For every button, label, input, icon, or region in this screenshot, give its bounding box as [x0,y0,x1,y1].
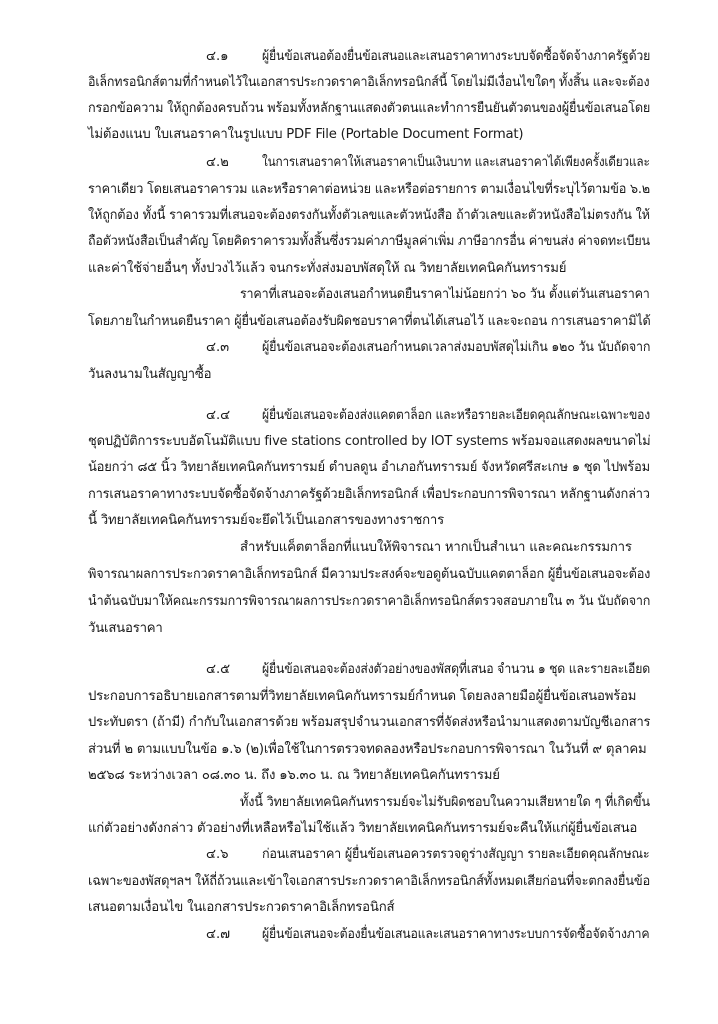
paragraph-line: ถือตัวหนังสือเป็นสำคัญ โดยคิดราคารวมทั้งสิ้นซึ่งรวมค่าภาษีมูลค่าเพิ่ม ภาษีอากรอื่น ค่าขนส่ง ค่าจดทะเบียน [88,234,650,249]
paragraph-line: ผู้ยื่นข้อเสนอจะต้องส่งแคตตาล็อก และหรือรายละเอียดคุณลักษณะเฉพาะของ [262,408,650,423]
paragraph-line: ไม่ต้องแนบ ใบเสนอราคาในรูปแบบ PDF File (Portable Document Format) [88,127,524,142]
paragraph-line: เสนอตามเงื่อนไข ในเอกสารประกวดราคาอิเล็กทรอนิกส์ [88,900,395,915]
paragraph-line: โดยภายในกำหนดยืนราคา ผู้ยื่นข้อเสนอต้องรับผิดชอบราคาที่ตนได้เสนอไว้ และจะถอน การเสนอราคามิได้ [88,314,651,329]
paragraph-line: ประกอบการอธิบายเอกสารตามที่วิทยาลัยเทคนิคกันทรารมย์กำหนด โดยลงลายมือผู้ยื่นข้อเสนอพร้อม [88,689,637,704]
paragraph-line: ผู้ยื่นข้อเสนอจะต้องเสนอกำหนดเวลาส่งมอบพัสดุไม่เกิน ๑๒๐ วัน นับถัดจาก [262,340,651,355]
paragraph-line: ในการเสนอราคาให้เสนอราคาเป็นเงินบาท และเสนอราคาได้เพียงครั้งเดียวและ [262,155,650,170]
paragraph-line: ราคาเดียว โดยเสนอราคารวม และหรือราคาต่อหน่วย และหรือต่อรายการ ตามเงื่อนไขที่ระบุไว้ตามข้อ ๖.๒ [88,182,650,197]
section-number-4-2: ๔.๒ [206,155,229,170]
paragraph-line: ราคาที่เสนอจะต้องเสนอกำหนดยืนราคาไม่น้อยกว่า ๖๐ วัน ตั้งแต่วันเสนอราคา [240,287,650,302]
paragraph-line: นำต้นฉบับมาให้คณะกรรมการพิจารณาผลการประกวดราคาอิเล็กทรอนิกส์ตรวจสอบภายใน ๓ วัน นับถัดจาก [88,594,651,609]
paragraph-line: ผู้ยื่นข้อเสนอต้องยื่นข้อเสนอและเสนอราคาทางระบบจัดซื้อจัดจ้างภาครัฐด้วย [262,49,651,64]
paragraph-line: น้อยกว่า ๘๕ นิ้ว วิทยาลัยเทคนิคกันทรารมย์ ตำบลดูน อำเภอกันทรารมย์ จังหวัดศรีสะเกษ ๑ ชุด ไปพร้อม [88,460,651,475]
paragraph-line: เฉพาะของพัสดุฯลฯ ให้ถี่ถ้วนและเข้าใจเอกสารประกวดราคาอิเล็กทรอนิกส์ทั้งหมดเสียก่อนที่จะตกลงยื่นข้อ [88,874,651,889]
section-number-4-6: ๔.๖ [206,847,229,862]
paragraph-line: ก่อนเสนอราคา ผู้ยื่นข้อเสนอควรตรวจดูร่างสัญญา รายละเอียดคุณลักษณะ [262,847,650,862]
paragraph-line: ผู้ยื่นข้อเสนอจะต้องยื่นข้อเสนอและเสนอราคาทางระบบการจัดซื้อจัดจ้างภาค [262,927,650,942]
paragraph-line: ให้ถูกต้อง ทั้งนี้ ราคารวมที่เสนอจะต้องตรงกันทั้งตัวเลขและตัวหนังสือ ถ้าตัวเลขและตัวหนังสือไม่ตรงกัน ให้ [88,208,650,223]
paragraph-line: กรอกข้อความ ให้ถูกต้องครบถ้วน พร้อมทั้งหลักฐานแสดงตัวตนและทำการยืนยันตัวตนของผู้ยื่นข้อเสนอโดย [88,101,651,116]
paragraph-line: นี้ วิทยาลัยเทคนิคกันทรารมย์จะยึดไว้เป็นเอกสารของทางราชการ [88,513,444,528]
paragraph-line: และค่าใช้จ่ายอื่นๆ ทั้งปวงไว้แล้ว จนกระทั่งส่งมอบพัสดุให้ ณ วิทยาลัยเทคนิคกันทรารมย์ [88,261,567,276]
section-number-4-3: ๔.๓ [206,340,230,355]
paragraph-line: วันเสนอราคา [88,621,163,636]
paragraph-line: การเสนอราคาทางระบบจัดซื้อจัดจ้างภาครัฐด้วยอิเล็กทรอนิกส์ เพื่อประกอบการพิจารณา หลักฐานดังกล่าว [88,487,650,502]
paragraph-line: ๒๕๖๘ ระหว่างเวลา ๐๘.๓๐ น. ถึง ๑๖.๓๐ น. ณ วิทยาลัยเทคนิคกันทรารมย์ [88,768,500,783]
paragraph-line: แก่ตัวอย่างดังกล่าว ตัวอย่างที่เหลือหรือไม่ใช้แล้ว วิทยาลัยเทคนิคกันทรารมย์จะคืนให้แก่ผู้ยื่นข้อเสนอ [88,821,638,836]
section-number-4-7: ๔.๗ [206,927,231,942]
paragraph-line: อิเล็กทรอนิกส์ตามที่กำหนดไว้ในเอกสารประกวดราคาอิเล็กทรอนิกส์นี้ โดยไม่มีเงื่อนไขใดๆ ทั้งสิ้น และจะต้อง [88,75,650,90]
section-number-4-1: ๔.๑ [206,49,229,64]
paragraph-line: สำหรับแค็ตตาล็อกที่แนบให้พิจารณา หากเป็นสำเนา และคณะกรรมการ [240,540,632,555]
section-number-4-4: ๔.๔ [206,408,231,423]
paragraph-line: ชุดปฏิบัติการระบบอัตโนมัติแบบ five stations controlled by IOT systems พร้อมจอแสดงผลขนาดไม่ [88,434,651,449]
paragraph-line: วันลงนามในสัญญาซื้อ [88,367,212,382]
paragraph-line: ทั้งนี้ วิทยาลัยเทคนิคกันทรารมย์จะไม่รับผิดชอบในความเสียหายใด ๆ ที่เกิดขึ้น [240,795,650,810]
paragraph-line: ประทับตรา (ถ้ามี) กำกับในเอกสารด้วย พร้อมสรุปจำนวนเอกสารที่จัดส่งหรือนำมาแสดงตามบัญชีเอกสาร [88,715,651,730]
paragraph-line: ส่วนที่ ๒ ตามแบบในข้อ ๑.๖ (๒)เพื่อใช้ในการตรวจทดลองหรือประกอบการพิจารณา ในวันที่ ๙ ตุลาคม [88,742,647,757]
section-number-4-5: ๔.๕ [206,662,231,677]
paragraph-line: พิจารณาผลการประกวดราคาอิเล็กทรอนิกส์ มีความประสงค์จะขอดูต้นฉบับแคตตาล็อก ผู้ยื่นข้อเสนอจะต้อง [88,567,651,582]
paragraph-line: ผู้ยื่นข้อเสนอจะต้องส่งตัวอย่างของพัสดุที่เสนอ จำนวน ๑ ชุด และรายละเอียด [262,662,651,677]
